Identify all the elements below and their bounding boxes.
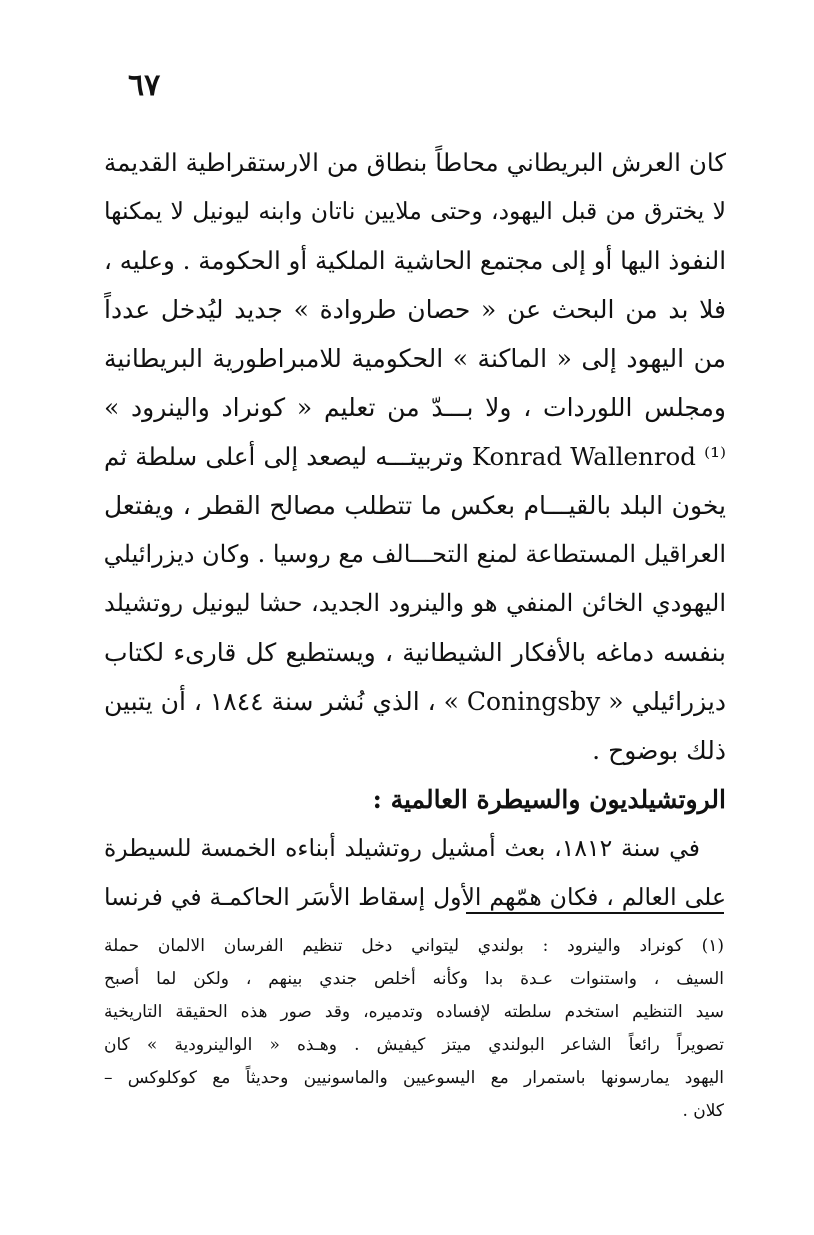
text-line: لا يخترق من قبل اليهود، وحتى ملايين ناتان وابنه ليونيل لا يمكنها [104,197,726,225]
text-line: على العالم ، فكان همّهم الأول إسقاط الأسَر الحاكمـة في فرنسا [104,883,726,911]
page-number: ٦٧ [128,68,161,103]
text-line: الروتشيلديون والسيطرة العالمية : [372,785,726,814]
footnote-line: سيد التنظيم استخدم سلطته لإفساده وتدميره، وقد صور هذه الحقيقة التاريخية [104,1002,724,1022]
text-line: Konrad Wallenrod ⁽¹⁾ وتربيتـــه ليصعد إلى أعلى سلطة ثم [104,442,726,471]
text-line: كان العرش البريطاني محاطاً بنطاق من الارستقراطية القديمة [104,148,726,177]
footnote-line: كلان . [682,1101,724,1121]
text-line: النفوذ اليها أو إلى مجتمع الحاشية الملكية أو الحكومة . وعليه ، [104,246,726,275]
text-line: ديزرائيلي « Coningsby » ، الذي نُشر سنة ١٨٤٤ ، أن يتبين [104,687,726,716]
text-line: اليهودي الخائن المنفي هو والينرود الجديد، حشا ليونيل روتشيلد [104,589,726,617]
footnote-separator [466,912,724,914]
body-text [104,138,726,922]
footnote-line: (١) كونراد والينرود : بولندي ليتواني دخل تنظيم الفرسان الالمان حملة [104,936,724,956]
text-line: فلا بد من البحث عن « حصان طروادة » جديد ليُدخل عدداً [104,295,726,324]
text-line: يخون البلد بالقيـــام بعكس ما تتطلب مصالح القطر ، ويفتعل [104,491,726,520]
footnote-line: تصويراً رائعاً الشاعر البولندي ميتز كيفيش . وهـذه « الوالينرودية » كان [104,1035,724,1055]
footnote-line: السيف ، واستنوات عـدة بدا وكأنه أخلص جندي بينهم ، ولكن لما أصبح [104,969,724,989]
text-line: من اليهود إلى « الماكنة » الحكومية للامبراطورية البريطانية [104,344,726,373]
footnote-line: اليهود يمارسونها باستمرار مع اليسوعيين والماسونيين وحديثاً مع كوكلوكس – [104,1068,724,1088]
text-line: العراقيل المستطاعة لمنع التحـــالف مع روسيا . وكان ديزرائيلي [104,540,726,568]
text-line: ذلك بوضوح . [592,736,726,765]
footnotes [104,930,724,1128]
text-line: في سنة ١٨١٢، بعث أمشيل روتشيلد أبناءه الخمسة للسيطرة [104,834,700,862]
text-line: بنفسه دماغه بالأفكار الشيطانية ، ويستطيع كل قارىء لكتاب [104,638,726,667]
text-line: ومجلس اللوردات ، ولا بـــدّ من تعليم « كونراد والينرود » [104,393,726,422]
